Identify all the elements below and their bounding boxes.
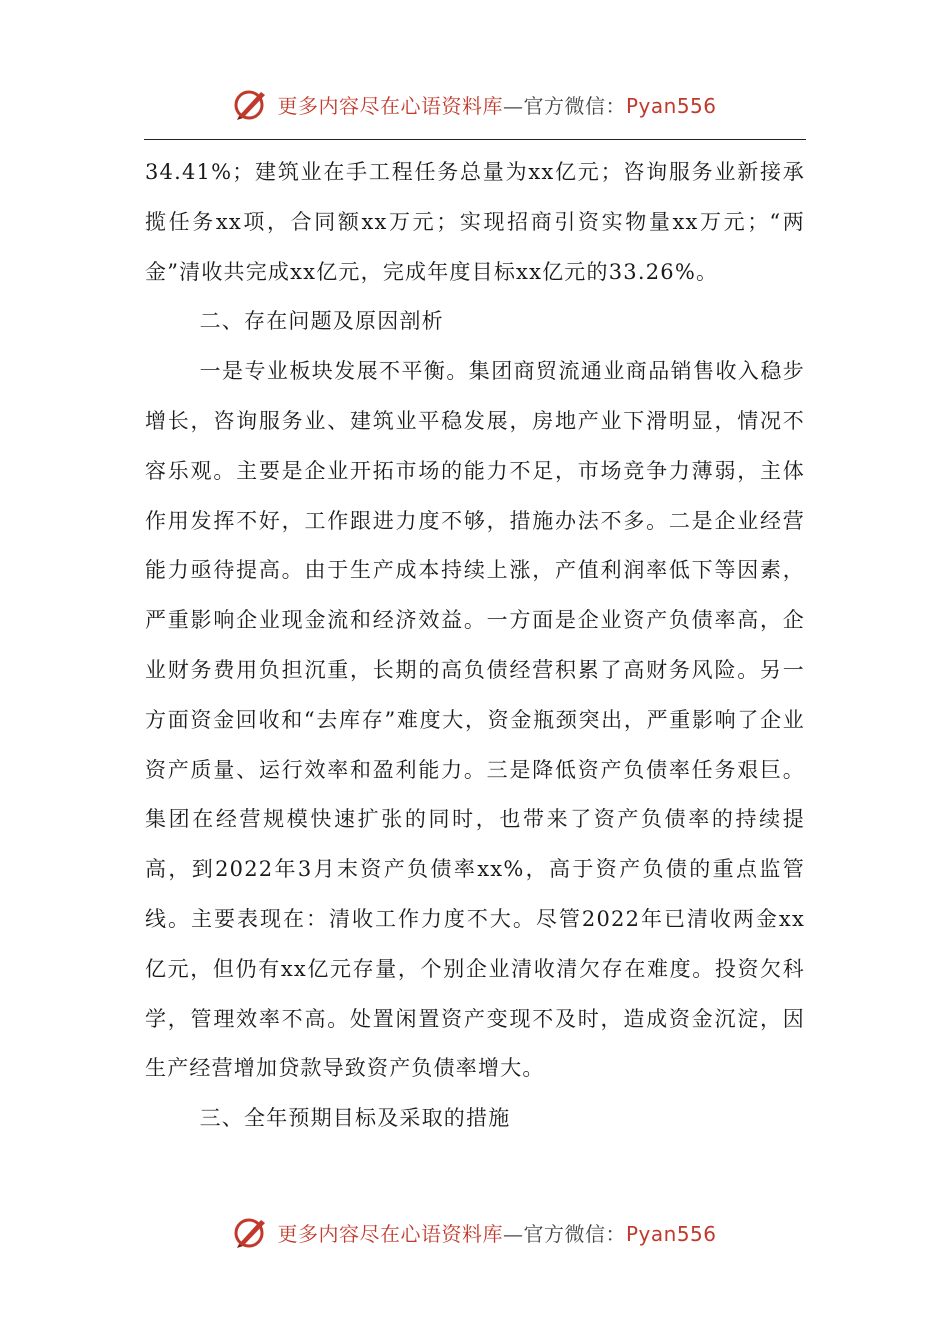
header-wechat-label: 官方微信：	[523, 93, 626, 118]
footer-text	[277, 1218, 716, 1247]
pen-logo-icon	[233, 1214, 269, 1250]
header-dash: —	[502, 93, 524, 118]
footer-banner	[0, 1212, 950, 1252]
footer-wechat-id: Pyan556	[625, 1221, 717, 1246]
pen-logo-icon	[233, 86, 269, 122]
footer-brand: 更多内容尽在心语资料库	[277, 1221, 503, 1246]
header-brand: 更多内容尽在心语资料库	[277, 93, 503, 118]
header-banner	[0, 84, 950, 124]
section-heading-3: 三、全年预期目标及采取的措施	[199, 1106, 511, 1131]
paragraph-2: 一是专业板块发展不平衡。集团商贸流通业商品销售收入稳步增长，咨询服务业、建筑业平稳发展，房地产业下滑明显，情况不容乐观。主要是企业开拓市场的能力不足，市场竞争力薄弱，主体作用发挥不好，工作跟进力度不够，措施办法不多。二是企业经营能力亟待提高。由于生产成本持续上涨，产值利润率低下等因素，严重影响企业现金流和经济效益。一方面是企业资产负债率高，企业财务费用负担沉重，长期的高负债经营积累了高财务风险。另一方面资金回收和“去库存”难度大，资金瓶颈突出，严重影响了企业资产质量、运行效率和盈利能力。三是降低资产负债率任务艰巨。集团在经营规模快速扩张的同时，也带来了资产负债率的持续提高，到2022年3月末资产负债率xx%，高于资产负债的重点监管线。主要表现在：清收工作力度不大。尽管2022年已清收两金xx亿元，但仍有xx亿元存量，个别企业清收清欠存在难度。投资欠科学，管理效率不高。处置闲置资产变现不及时，造成资金沉淀，因生产经营增加贷款导致资产负债率增大。	[145, 359, 805, 1081]
footer-wechat-label: 官方微信：	[523, 1221, 626, 1246]
section-heading-2: 二、存在问题及原因剖析	[199, 309, 444, 334]
document-body	[145, 148, 805, 1144]
paragraph-1: 34.41%；建筑业在手工程任务总量为xx亿元；咨询服务业新接承揽任务xx项，合同额xx万元；实现招商引资实物量xx万元；“两金”清收共完成xx亿元，完成年度目标xx亿元的33.26%。	[145, 160, 805, 284]
header-wechat-id: Pyan556	[625, 93, 717, 118]
header-text	[277, 90, 716, 119]
header-divider	[144, 139, 806, 140]
footer-dash: —	[502, 1221, 524, 1246]
